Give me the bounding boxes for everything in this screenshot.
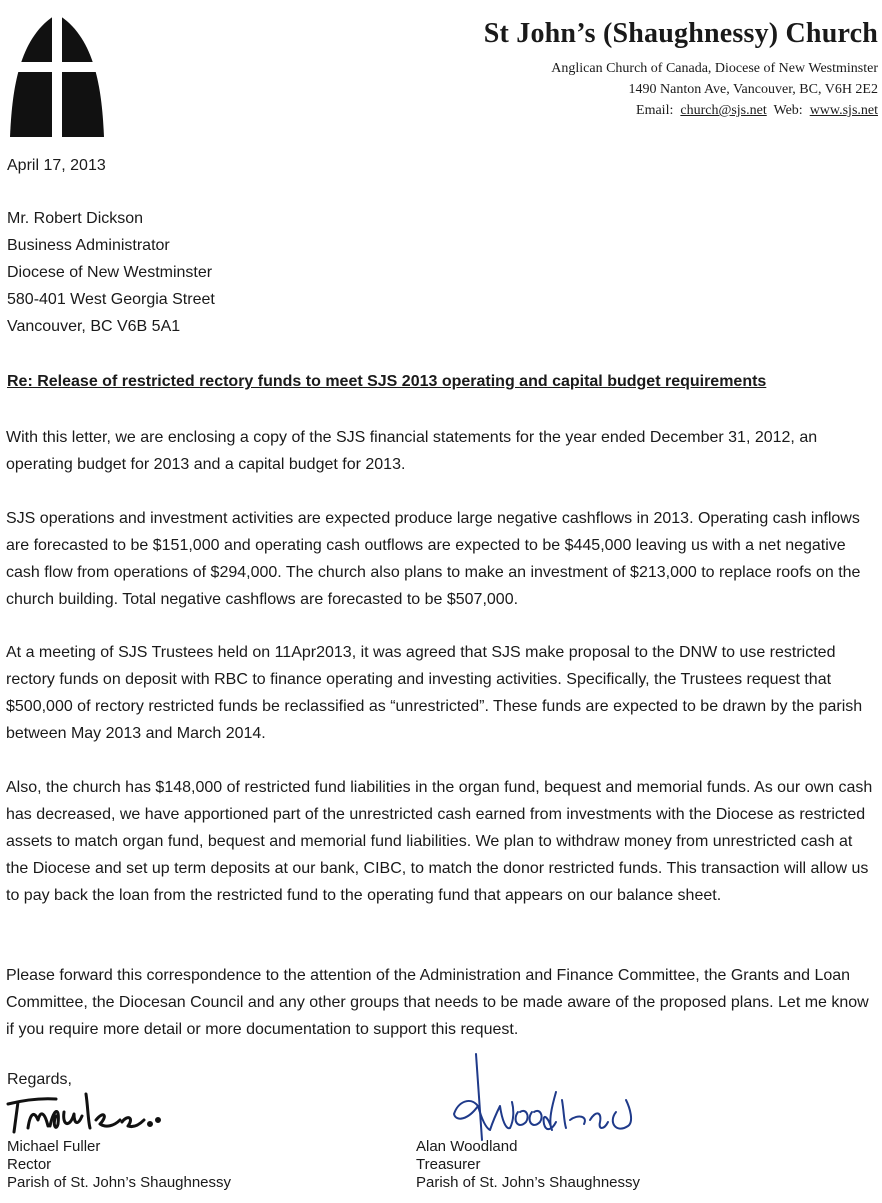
paragraph-forwarding: Please forward this correspondence to the attention of the Administration and Finance Committee, the Grants and Loan Committee, the Diocesan Council and any other groups that needs to be made aware of the proposed plans. Let me know if you require more detail or more documentation to support this request.	[6, 967, 869, 1038]
church-address: 1490 Nanton Ave, Vancouver, BC, V6H 2E2	[628, 82, 878, 97]
signer-parish: Parish of St. John’s Shaughnessy	[7, 1174, 232, 1191]
paragraph-cashflows: SJS operations and investment activities are expected produce large negative cashflows in 2013. Operating cash inflows are forecasted to be $151,000 and operating cash outflows are expected to be $445,000 leaving us with a net negative cash flow from operations of $294,000. The church also plans to make an investment of $213,000 to replace roofs on the church building. Total negative cashflows are forecasted to be $507,000.	[6, 510, 861, 608]
signer-role: Treasurer	[416, 1156, 481, 1173]
contact-line	[484, 100, 878, 121]
signer-rector	[7, 1138, 231, 1192]
recipient-name: Mr. Robert Dickson	[7, 210, 144, 227]
paragraph-enclosures: With this letter, we are enclosing a copy of the SJS financial statements for the year ended December 31, 2012, an operating budget for 2013 and a capital budget for 2013.	[6, 429, 818, 473]
treasurer-signature	[448, 1050, 638, 1146]
church-affiliation: Anglican Church of Canada, Diocese of New Westminster	[551, 61, 878, 76]
signer-role: Rector	[7, 1156, 52, 1173]
letterhead	[484, 18, 878, 121]
signer-name: Michael Fuller	[7, 1138, 101, 1155]
signer-parish: Parish of St. John’s Shaughnessy	[416, 1174, 641, 1191]
recipient-city: Vancouver, BC V6B 5A1	[7, 318, 181, 335]
letter-date: April 17, 2013	[7, 157, 106, 174]
subject-line: Re: Release of restricted rectory funds to meet SJS 2013 operating and capital budget requirements	[7, 373, 767, 390]
paragraph-restricted-funds: Also, the church has $148,000 of restricted fund liabilities in the organ fund, bequest and memorial funds. As our own cash has decreased, we have apportioned part of the unrestricted cash earned from investments with the Diocese as restricted assets to match organ fund, bequest and memorial fund liabilities. We plan to withdraw money from unrestricted cash at the Diocese and set up term deposits at our bank, CIBC, to match the donor restricted funds. This transaction will allow us to pay back the loan from the restricted fund to the operating fund that appears on our balance sheet.	[6, 779, 873, 904]
recipient-organization: Diocese of New Westminster	[7, 264, 213, 281]
church-name: St John’s (Shaughnessy) Church	[483, 18, 878, 49]
recipient-street: 580-401 West Georgia Street	[7, 291, 215, 308]
recipient-title: Business Administrator	[7, 237, 170, 254]
closing: Regards,	[7, 1071, 72, 1088]
web-label: Web:	[773, 103, 803, 118]
church-window-cross-icon	[8, 12, 106, 137]
rector-signature	[4, 1080, 164, 1136]
signer-name: Alan Woodland	[416, 1138, 518, 1155]
web-link[interactable]: www.sjs.net	[809, 103, 878, 118]
paragraph-trustees-request: At a meeting of SJS Trustees held on 11Apr2013, it was agreed that SJS make proposal to the DNW to use restricted rectory funds on deposit with RBC to finance operating and investing activities. Specifically, the Trustees request that $500,000 of rectory restricted funds be reclassified as “unrestricted”. These funds are expected to be drawn by the parish between May 2013 and March 2014.	[6, 644, 863, 742]
email-link[interactable]: church@sjs.net	[680, 103, 767, 118]
email-label: Email:	[636, 103, 674, 118]
signer-treasurer	[416, 1138, 640, 1192]
recipient-address	[7, 205, 215, 340]
